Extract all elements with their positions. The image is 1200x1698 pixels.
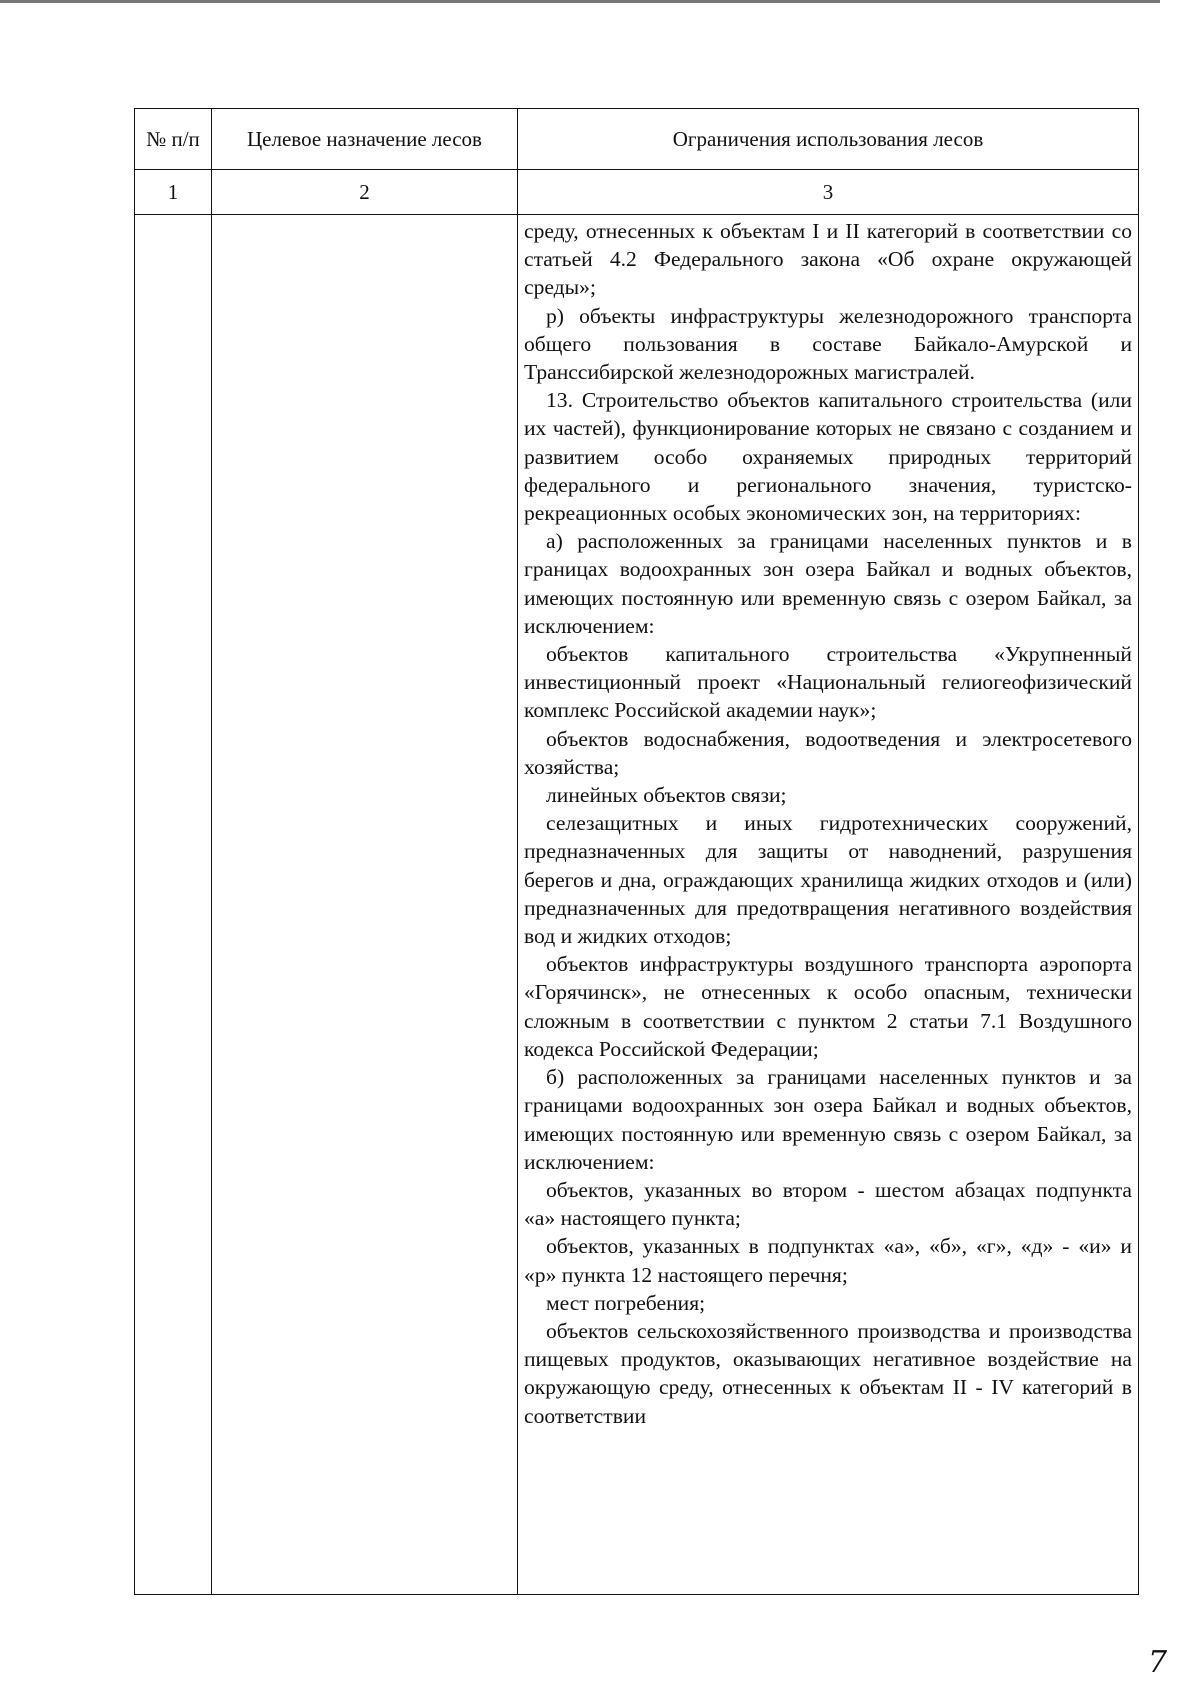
restriction-paragraph: объектов капитального строительства «Укрупненный инвестиционный проект «Национальный гелиогеофизический комплекс Российской академии наук»; — [524, 642, 1132, 723]
table-header-row — [135, 109, 1139, 170]
restriction-paragraph: среду, отнесенных к объектам I и II категорий в соответствии со статьей 4.2 Федерального закона «Об охране окружающей среды»; — [524, 219, 1132, 300]
restriction-paragraph: линейных объектов связи; — [546, 783, 787, 808]
table-row — [135, 215, 1139, 1595]
header-number: № п/п — [135, 109, 212, 170]
restriction-paragraph: б) расположенных за границами населенных пунктов и за границами водоохранных зон озера Байкал и водных объектов, имеющих постоянную или временную связь с озером Байкал, за исключением: — [524, 1065, 1132, 1174]
restriction-paragraph: объектов инфраструктуры воздушного транспорта аэропорта «Горячинск», не отнесенных к особо опасным, технически сложным в соответствии с пунктом 2 статьи 7.1 Воздушного кодекса Российской Федерации; — [524, 952, 1132, 1061]
header-usage-restrictions: Ограничения использования лесов — [518, 109, 1139, 170]
column-number-3: 3 — [518, 170, 1139, 215]
column-number-2: 2 — [212, 170, 518, 215]
cell-restrictions — [518, 215, 1139, 1595]
page-number: 7 — [1148, 1645, 1168, 1680]
restriction-paragraph: объектов, указанных во втором - шестом абзацах подпункта «а» настоящего пункта; — [524, 1177, 1132, 1231]
restriction-paragraph: объектов водоснабжения, водоотведения и электросетевого хозяйства; — [524, 726, 1132, 779]
restriction-paragraph: р) объекты инфраструктуры железнодорожного транспорта общего пользования в составе Байкало-Амурской и Транссибирской железнодорожных магистралей. — [524, 303, 1132, 385]
column-number-1: 1 — [135, 170, 212, 215]
restriction-paragraph: объектов, указанных в подпунктах «а», «б», «г», «д» - «и» и «р» пункта 12 настоящего перечня; — [524, 1234, 1132, 1287]
restriction-paragraph: а) расположенных за границами населенных пунктов и в границах водоохранных зон озера Байкал и водных объектов, имеющих постоянную или временную связь с озером Байкал, за исключением: — [524, 529, 1132, 638]
cell-forest-purpose — [212, 215, 518, 1595]
restrictions-text — [518, 215, 1138, 1432]
restriction-paragraph: 13. Строительство объектов капитального строительства (или их частей), функционирование которых не связано с созданием и развитием особо охраняемых природных территорий федерального и регионального значения, туристско-рекреационных особых экономических зон, на территориях: — [524, 388, 1132, 526]
cell-number — [135, 215, 212, 1595]
restrictions-table — [134, 108, 1139, 1595]
restriction-paragraph: мест погребения; — [546, 1290, 706, 1315]
restriction-paragraph: селезащитных и иных гидротехнических сооружений, предназначенных для защиты от наводнений, разрушения берегов и дна, ограждающих хранилища жидких отходов и (или) предназначенных для предотвращения негативного воздействия вод и жидких отходов; — [524, 811, 1132, 949]
header-forest-purpose: Целевое назначение лесов — [212, 109, 518, 170]
scan-edge-line — [0, 0, 1160, 3]
restriction-paragraph: объектов сельскохозяйственного производства и производства пищевых продуктов, оказывающих негативное воздействие на окружающую среду, отнесенных к объектам II - IV категорий в соответствии — [524, 1318, 1132, 1428]
column-number-row — [135, 170, 1139, 215]
